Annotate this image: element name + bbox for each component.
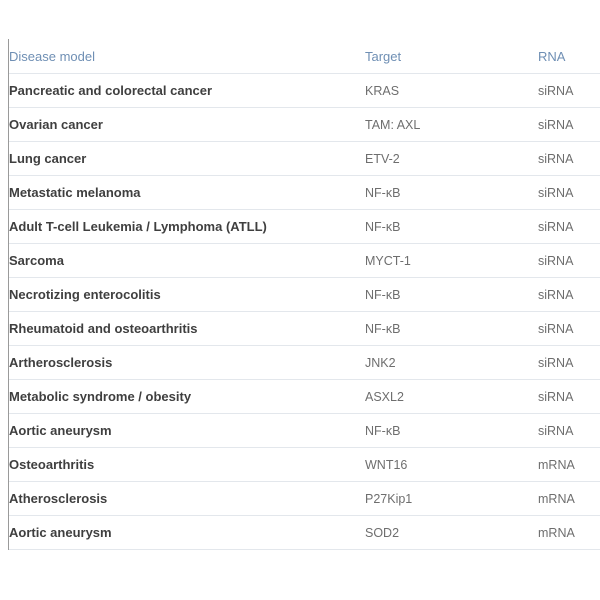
table-row xyxy=(9,448,600,482)
table-row xyxy=(9,516,600,550)
cell-disease: Ovarian cancer xyxy=(9,108,365,142)
disease-target-table-container xyxy=(8,39,600,550)
table-row xyxy=(9,176,600,210)
cell-target: TAM: AXL xyxy=(365,108,538,142)
cell-target: NF-κB xyxy=(365,278,538,312)
table-row xyxy=(9,346,600,380)
cell-rna: siRNA xyxy=(538,244,600,278)
cell-disease: Artherosclerosis xyxy=(9,346,365,380)
cell-target: ETV-2 xyxy=(365,142,538,176)
table-row xyxy=(9,108,600,142)
table-row xyxy=(9,380,600,414)
cell-disease: Aortic aneurysm xyxy=(9,414,365,448)
cell-target: WNT16 xyxy=(365,448,538,482)
cell-target: P27Kip1 xyxy=(365,482,538,516)
header-row xyxy=(9,39,600,74)
cell-target: NF-κB xyxy=(365,176,538,210)
table-row xyxy=(9,414,600,448)
cell-disease: Necrotizing enterocolitis xyxy=(9,278,365,312)
cell-rna: siRNA xyxy=(538,346,600,380)
cell-target: KRAS xyxy=(365,74,538,108)
cell-target: MYCT-1 xyxy=(365,244,538,278)
table-row xyxy=(9,74,600,108)
cell-disease: Metabolic syndrome / obesity xyxy=(9,380,365,414)
header-disease-model: Disease model xyxy=(9,39,365,74)
table-body xyxy=(9,74,600,550)
cell-rna: mRNA xyxy=(538,448,600,482)
cell-rna: siRNA xyxy=(538,380,600,414)
table-row xyxy=(9,482,600,516)
cell-rna: siRNA xyxy=(538,108,600,142)
table-row xyxy=(9,142,600,176)
cell-target: ASXL2 xyxy=(365,380,538,414)
cell-rna: siRNA xyxy=(538,278,600,312)
cell-disease: Osteoarthritis xyxy=(9,448,365,482)
cell-disease: Atherosclerosis xyxy=(9,482,365,516)
cell-rna: siRNA xyxy=(538,312,600,346)
table-row xyxy=(9,278,600,312)
cell-target: JNK2 xyxy=(365,346,538,380)
cell-target: SOD2 xyxy=(365,516,538,550)
cell-rna: siRNA xyxy=(538,210,600,244)
cell-rna: siRNA xyxy=(538,414,600,448)
cell-target: NF-κB xyxy=(365,210,538,244)
disease-target-table xyxy=(9,39,600,550)
table-row xyxy=(9,312,600,346)
table-row xyxy=(9,244,600,278)
cell-rna: siRNA xyxy=(538,176,600,210)
cell-rna: siRNA xyxy=(538,142,600,176)
cell-disease: Rheumatoid and osteoarthritis xyxy=(9,312,365,346)
cell-rna: mRNA xyxy=(538,482,600,516)
cell-target: NF-κB xyxy=(365,312,538,346)
table-row xyxy=(9,210,600,244)
cell-rna: siRNA xyxy=(538,74,600,108)
header-rna: RNA xyxy=(538,39,600,74)
cell-rna: mRNA xyxy=(538,516,600,550)
cell-disease: Metastatic melanoma xyxy=(9,176,365,210)
cell-disease: Adult T-cell Leukemia / Lymphoma (ATLL) xyxy=(9,210,365,244)
header-target: Target xyxy=(365,39,538,74)
cell-disease: Sarcoma xyxy=(9,244,365,278)
cell-disease: Pancreatic and colorectal cancer xyxy=(9,74,365,108)
table-header xyxy=(9,39,600,74)
cell-disease: Lung cancer xyxy=(9,142,365,176)
cell-target: NF-κB xyxy=(365,414,538,448)
cell-disease: Aortic aneurysm xyxy=(9,516,365,550)
